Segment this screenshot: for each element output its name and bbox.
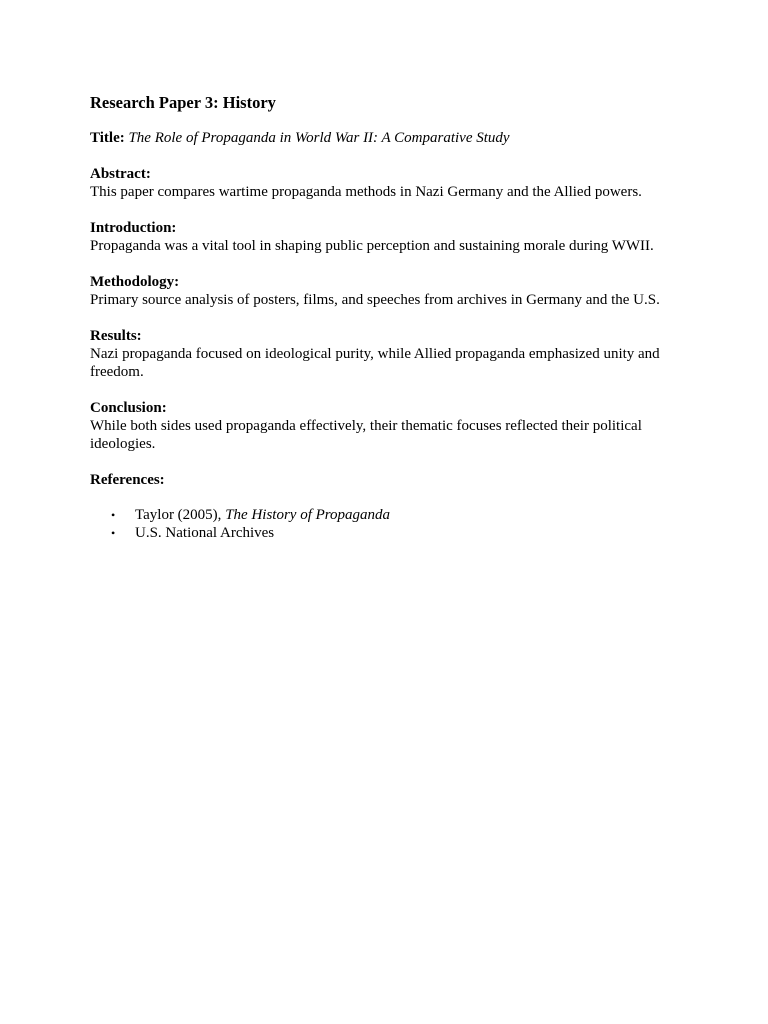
section-text: Propaganda was a vital tool in shaping public perception and sustaining morale during WWII. bbox=[90, 238, 654, 254]
bullet-icon: • bbox=[111, 508, 116, 522]
section-text: This paper compares wartime propaganda methods in Nazi Germany and the Allied powers. bbox=[90, 184, 642, 200]
section-methodology bbox=[90, 273, 678, 309]
section-text: Primary source analysis of posters, films, and speeches from archives in Germany and the U.S. bbox=[90, 292, 660, 308]
section-label: Abstract: bbox=[90, 166, 151, 182]
section-introduction bbox=[90, 219, 678, 255]
references-list bbox=[90, 506, 678, 542]
document-heading: Research Paper 3: History bbox=[90, 93, 276, 112]
reference-prefix: Taylor (2005), bbox=[135, 507, 226, 523]
bullet-icon: • bbox=[111, 526, 116, 540]
references-heading: References: bbox=[90, 472, 165, 488]
title-label: Title: bbox=[90, 130, 125, 146]
reference-item bbox=[90, 506, 678, 524]
section-abstract bbox=[90, 165, 678, 201]
paper-title: The Role of Propaganda in World War II: A Comparative Study bbox=[128, 130, 510, 146]
title-line bbox=[90, 129, 678, 147]
section-label: Conclusion: bbox=[90, 400, 167, 416]
section-text: Nazi propaganda focused on ideological purity, while Allied propaganda emphasized unity and freedom. bbox=[90, 346, 660, 380]
section-label: Introduction: bbox=[90, 220, 177, 236]
reference-prefix: U.S. National Archives bbox=[135, 525, 275, 541]
section-results bbox=[90, 327, 678, 381]
section-text: While both sides used propaganda effectively, their thematic focuses reflected their political ideologies. bbox=[90, 418, 642, 452]
section-label: Results: bbox=[90, 328, 142, 344]
section-conclusion bbox=[90, 399, 678, 453]
section-label: Methodology: bbox=[90, 274, 180, 290]
reference-title: The History of Propaganda bbox=[225, 507, 391, 523]
reference-item bbox=[90, 524, 678, 542]
